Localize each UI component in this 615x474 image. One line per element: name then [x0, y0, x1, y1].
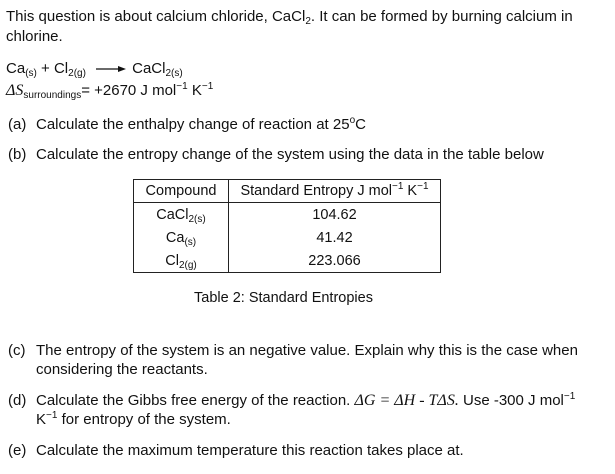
question-a-label: (a): [8, 116, 27, 133]
delta-s-symbol: ΔS: [6, 82, 24, 99]
header-exp-1: −1: [392, 181, 404, 192]
table-row: [134, 203, 441, 227]
compound-cell: [134, 249, 229, 273]
product-state: 2(s): [165, 68, 183, 79]
table-row: [134, 249, 441, 273]
table-row: [134, 226, 441, 249]
question-d-line-2: [36, 411, 231, 428]
compound-cell: [134, 226, 229, 249]
compound-state: 2(s): [188, 213, 206, 225]
celsius-c: C: [355, 116, 366, 133]
reactant-cl: Cl: [53, 60, 69, 77]
table-header-row: [134, 180, 441, 203]
intro-text-end: . It can be formed by burning calcium in: [310, 8, 573, 25]
question-e-label: (e): [8, 442, 27, 459]
question-d-line-1: [36, 392, 575, 410]
entropy-cell: 41.42: [229, 226, 441, 249]
intro-line-2: [6, 28, 63, 45]
question-c-line-2: considering the reactants.: [36, 361, 208, 378]
question-d-label: (d): [8, 392, 27, 409]
unit-k: K: [187, 82, 202, 99]
question-d-text-2: Use -300 J mol: [458, 392, 564, 409]
header-exp-2: −1: [417, 181, 429, 192]
gibbs-equation: ΔG = ΔH - TΔS.: [354, 392, 459, 409]
intro-text: This question is about calcium chloride, CaCl: [6, 8, 306, 25]
entropy-table: [133, 179, 441, 273]
degree-mark: o: [349, 115, 356, 126]
question-a-text-wrap: [36, 116, 366, 133]
exp-1: −1: [176, 81, 188, 92]
question-d-k-exp: −1: [46, 410, 58, 421]
compound-formula: Ca: [165, 229, 185, 246]
header-compound: Compound: [134, 180, 229, 203]
reactant-ca: Ca: [6, 60, 26, 77]
question-a-text: Calculate the enthalpy change of reaction at 25: [36, 116, 350, 133]
entropy-cell: 223.066: [229, 249, 441, 273]
plus-sign: +: [36, 60, 54, 77]
question-b-label: (b): [8, 146, 27, 163]
reaction-arrow-icon: [96, 64, 126, 74]
header-entropy-text: Standard Entropy J mol: [240, 183, 392, 199]
entropy-surroundings: [6, 82, 213, 100]
compound-cell: [134, 203, 229, 227]
question-c-label: (c): [8, 342, 26, 359]
exp-2: −1: [201, 81, 214, 92]
intro-text-2: chlorine.: [6, 28, 63, 45]
question-d-text: Calculate the Gibbs free energy of the reaction.: [36, 392, 355, 409]
compound-state: 2(g): [178, 259, 197, 271]
question-e-text: Calculate the maximum temperature this reaction takes place at.: [36, 442, 464, 459]
entropy-cell: 104.62: [229, 203, 441, 227]
surroundings-subscript: surroundings: [23, 90, 82, 101]
header-k: K: [403, 183, 418, 199]
compound-formula: CaCl: [156, 206, 189, 223]
reaction-equation: [6, 60, 183, 77]
reactant-cl-state: 2(g): [68, 68, 86, 79]
question-d-k: K: [36, 411, 47, 428]
product-cacl2: CaCl: [132, 60, 166, 77]
intro-line-1: [6, 8, 573, 25]
table-caption: Table 2: Standard Entropies: [194, 290, 373, 306]
reactant-ca-state: (s): [25, 68, 37, 79]
entropy-value: = +2670 J mol: [81, 82, 177, 99]
intro-subscript: 2: [305, 16, 311, 27]
question-d-text-3: for entropy of the system.: [57, 411, 231, 428]
question-b-text: Calculate the entropy change of the system using the data in the table below: [36, 146, 544, 163]
question-c-line-1: The entropy of the system is an negative value. Explain why this is the case when: [36, 342, 578, 359]
header-entropy: [229, 180, 441, 203]
compound-formula: Cl: [165, 252, 179, 269]
question-d-exp: −1: [563, 391, 576, 402]
compound-state: (s): [184, 236, 197, 248]
